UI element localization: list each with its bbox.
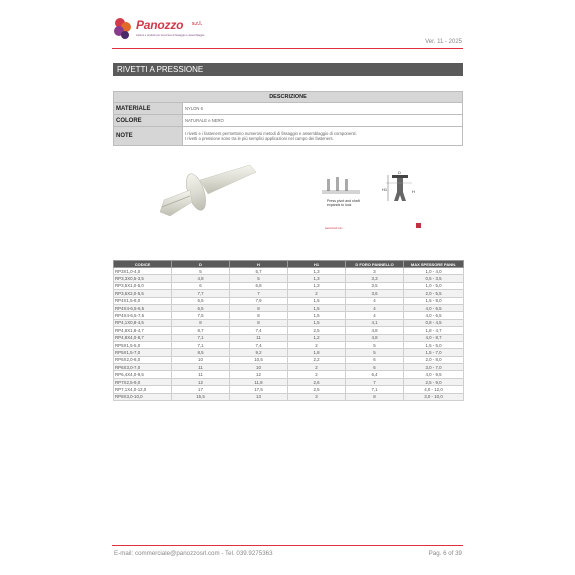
section-title: RIVETTI A PRESSIONE <box>113 63 463 76</box>
svg-text:H1: H1 <box>382 187 388 192</box>
cell-max-thickness: 4,0 - 8,7 <box>404 334 464 341</box>
cell-max-thickness: 2,0 - 5,5 <box>404 290 464 297</box>
table-row <box>114 268 464 275</box>
cell-d: 12 <box>172 378 230 385</box>
header-divider <box>112 48 463 49</box>
cell-max-thickness: 4,0 - 6,5 <box>404 304 464 311</box>
cell-hole-diameter: 3,6 <box>346 290 404 297</box>
brand-tagline: sistemi e prodotti per la tecnica di fissaggio e assemblaggio <box>136 34 205 37</box>
cell-h: 8 <box>230 312 288 319</box>
table-row <box>114 349 464 356</box>
col-header-h1: H1 <box>288 261 346 268</box>
material-value: NYLON 6 <box>183 103 463 115</box>
cell-max-thickness: 2,5 - 9,0 <box>404 378 464 385</box>
cell-h1: 1,3 <box>288 275 346 282</box>
cell-h: 7,9 <box>230 297 288 304</box>
spec-table-body <box>114 268 464 401</box>
footer-contact: E-mail: commerciale@panozzosrl.com - Tel. 039.9275363 <box>114 550 273 557</box>
cell-max-thickness: 0,5 - 3,5 <box>404 275 464 282</box>
brand-name: Panozzo <box>136 18 184 32</box>
footer-divider <box>112 545 463 546</box>
cell-max-thickness: 1,5 - 8,0 <box>404 297 464 304</box>
cell-h: 17,5 <box>230 386 288 393</box>
cell-max-thickness: 2,0 - 8,0 <box>404 356 464 363</box>
cell-h: 5,7 <box>230 268 288 275</box>
color-label: COLORE <box>114 115 183 127</box>
svg-text:H: H <box>412 189 415 194</box>
notes-value <box>183 127 463 146</box>
cell-code: RP7X2,5-9,0 <box>114 378 172 385</box>
cell-d: 10 <box>172 356 230 363</box>
table-row <box>114 356 464 363</box>
cell-d: 11 <box>172 371 230 378</box>
notes-line-2: I rivetti a pressione sono tra le più semplici applicazioni nel campo dei fasteners. <box>185 136 334 141</box>
cell-code: RP4X4-6,5-6,5 <box>114 304 172 311</box>
cell-h1: 1,3 <box>288 268 346 275</box>
cell-h1: 1,2 <box>288 334 346 341</box>
cell-hole-diameter: 3,5 <box>346 282 404 289</box>
table-row <box>114 327 464 334</box>
table-row <box>114 319 464 326</box>
cell-hole-diameter: 5 <box>346 341 404 348</box>
cell-code: RP8X3,0-10,0 <box>114 393 172 400</box>
cell-max-thickness: 1,5 - 7,0 <box>404 349 464 356</box>
cell-h1: 2 <box>288 290 346 297</box>
cell-code: RP5X1,5-5,0 <box>114 341 172 348</box>
material-label: MATERIALE <box>114 103 183 115</box>
cell-code: RP4X1,5-8,0 <box>114 297 172 304</box>
table-row <box>114 290 464 297</box>
cell-code: RP5X1,5-7,0 <box>114 349 172 356</box>
cell-h: 10,5 <box>230 356 288 363</box>
cell-h: 8 <box>230 304 288 311</box>
logo-mark-icon <box>112 17 134 41</box>
cell-code: RP4,1X0,8-4,5 <box>114 319 172 326</box>
cell-h1: 1,8 <box>288 349 346 356</box>
table-row <box>114 364 464 371</box>
cell-hole-diameter: 4,8 <box>346 334 404 341</box>
cell-hole-diameter: 7,1 <box>346 386 404 393</box>
cell-h: 8 <box>230 319 288 326</box>
table-row <box>114 386 464 393</box>
cell-h: 11 <box>230 334 288 341</box>
cell-h1: 1,5 <box>288 312 346 319</box>
page-number: Pag. 6 of 39 <box>428 550 462 557</box>
cell-code: RP4,8X4,0-8,7 <box>114 334 172 341</box>
brand-suffix: s.r.l. <box>192 21 203 27</box>
col-header-code: CODICE <box>114 261 172 268</box>
table-row <box>114 275 464 282</box>
col-header-h: H <box>230 261 288 268</box>
cell-code: RP4,8X1,8-4,7 <box>114 327 172 334</box>
cell-h: 5 <box>230 275 288 282</box>
cell-code: RP6X2,0-8,0 <box>114 356 172 363</box>
cell-max-thickness: 1,5 - 5,0 <box>404 341 464 348</box>
description-heading: DESCRIZIONE <box>114 92 463 103</box>
cell-h: 7 <box>230 290 288 297</box>
cell-max-thickness: 4,0 - 9,5 <box>404 371 464 378</box>
cell-h: 7,4 <box>230 341 288 348</box>
cell-hole-diameter: 5 <box>346 349 404 356</box>
cell-max-thickness: 1,0 - 5,0 <box>404 282 464 289</box>
description-row <box>114 127 463 146</box>
cell-max-thickness: 3,0 - 10,0 <box>404 393 464 400</box>
cell-d: 5 <box>172 268 230 275</box>
table-row <box>114 371 464 378</box>
table-row <box>114 297 464 304</box>
table-row <box>114 378 464 385</box>
cell-code: RP6X3,0-7,0 <box>114 364 172 371</box>
diagram-footer: panozzosrl.com <box>325 227 343 230</box>
cell-max-thickness: 4,0 - 12,0 <box>404 386 464 393</box>
cell-h1: 1,5 <box>288 319 346 326</box>
cell-d: 8,7 <box>172 327 230 334</box>
cell-h: 11,8 <box>230 378 288 385</box>
cell-hole-diameter: 3 <box>346 268 404 275</box>
cell-h1: 2,6 <box>288 378 346 385</box>
cell-max-thickness: 4,0 - 6,5 <box>404 312 464 319</box>
cell-h1: 1,5 <box>288 304 346 311</box>
cell-max-thickness: 3,0 - 7,0 <box>404 364 464 371</box>
svg-text:D: D <box>398 171 401 175</box>
col-header-d: D <box>172 261 230 268</box>
cell-hole-diameter: 6 <box>346 356 404 363</box>
specification-table <box>113 260 464 401</box>
table-row <box>114 282 464 289</box>
document-version: Ver. 11 - 2025 <box>425 39 462 45</box>
cell-hole-diameter: 4,8 <box>346 327 404 334</box>
cell-h1: 2 <box>288 341 346 348</box>
cell-hole-diameter: 8 <box>346 393 404 400</box>
table-row <box>114 312 464 319</box>
cell-d: 6 <box>172 282 230 289</box>
company-logo <box>112 17 232 47</box>
cell-max-thickness: 1,0 - 4,0 <box>404 268 464 275</box>
cell-max-thickness: 1,8 - 4,7 <box>404 327 464 334</box>
spec-header-row <box>114 261 464 268</box>
table-row <box>114 304 464 311</box>
cell-h1: 2,2 <box>288 356 346 363</box>
cell-h: 7,4 <box>230 327 288 334</box>
cell-hole-diameter: 4,1 <box>346 319 404 326</box>
table-row <box>114 393 464 400</box>
cell-h: 13 <box>230 393 288 400</box>
cell-h1: 2 <box>288 371 346 378</box>
rivet-photo <box>150 160 260 235</box>
cell-hole-diameter: 4 <box>346 304 404 311</box>
cell-code: RP3,3X0,5-3,5 <box>114 275 172 282</box>
cell-d: 7,5 <box>172 312 230 319</box>
cell-d: 7,1 <box>172 334 230 341</box>
cell-hole-diameter: 3,3 <box>346 275 404 282</box>
cell-h: 10 <box>230 364 288 371</box>
cell-h: 9,2 <box>230 349 288 356</box>
cell-d: 7,1 <box>172 341 230 348</box>
cell-hole-diameter: 4 <box>346 297 404 304</box>
cell-d: 4,8 <box>172 275 230 282</box>
cell-hole-diameter: 6,4 <box>346 371 404 378</box>
cell-code: RP3,5X1,0-5,0 <box>114 282 172 289</box>
diagram-caption: Press pivot and shaft expands to lock <box>327 199 360 207</box>
col-header-hole-diameter: D FORO PANNELLO <box>346 261 404 268</box>
table-row <box>114 334 464 341</box>
notes-line-1: I rivetti e i fasteners permettono numerosi metodi di fissaggio e assemblaggio di componenti. <box>185 131 357 136</box>
cell-d: 6,5 <box>172 297 230 304</box>
description-row <box>114 103 463 115</box>
description-table <box>113 91 463 146</box>
cell-h1: 3 <box>288 393 346 400</box>
cell-code: RP4X4-6,5-7,5 <box>114 312 172 319</box>
cell-h1: 2,5 <box>288 327 346 334</box>
cell-h1: 2,5 <box>288 386 346 393</box>
cell-d: 8,5 <box>172 349 230 356</box>
cell-d: 17 <box>172 386 230 393</box>
cell-d: 7,7 <box>172 290 230 297</box>
cell-hole-diameter: 4 <box>346 312 404 319</box>
cell-d: 15,5 <box>172 393 230 400</box>
notes-label: NOTE <box>114 127 183 146</box>
cell-h: 6,8 <box>230 282 288 289</box>
table-row <box>114 341 464 348</box>
cell-h1: 2 <box>288 364 346 371</box>
cell-code: RP6,4X4,0-9,5 <box>114 371 172 378</box>
description-row <box>114 115 463 127</box>
cell-h: 12 <box>230 371 288 378</box>
color-value: NATURALE e NERO <box>183 115 463 127</box>
cell-h1: 1,5 <box>288 297 346 304</box>
cell-code: RP3X1,0-4,0 <box>114 268 172 275</box>
cell-h1: 1,3 <box>288 282 346 289</box>
cell-hole-diameter: 6 <box>346 364 404 371</box>
cell-d: 11 <box>172 364 230 371</box>
col-header-max-thickness: MAX SPESSORE PANN. <box>404 261 464 268</box>
cell-d: 8 <box>172 319 230 326</box>
cell-code: RP3,6X2,0-5,5 <box>114 290 172 297</box>
rivet-diagram <box>322 171 422 236</box>
cell-code: RP7,1X4,0-12,0 <box>114 386 172 393</box>
cell-hole-diameter: 7 <box>346 378 404 385</box>
cell-d: 6,5 <box>172 304 230 311</box>
cell-max-thickness: 0,8 - 4,5 <box>404 319 464 326</box>
